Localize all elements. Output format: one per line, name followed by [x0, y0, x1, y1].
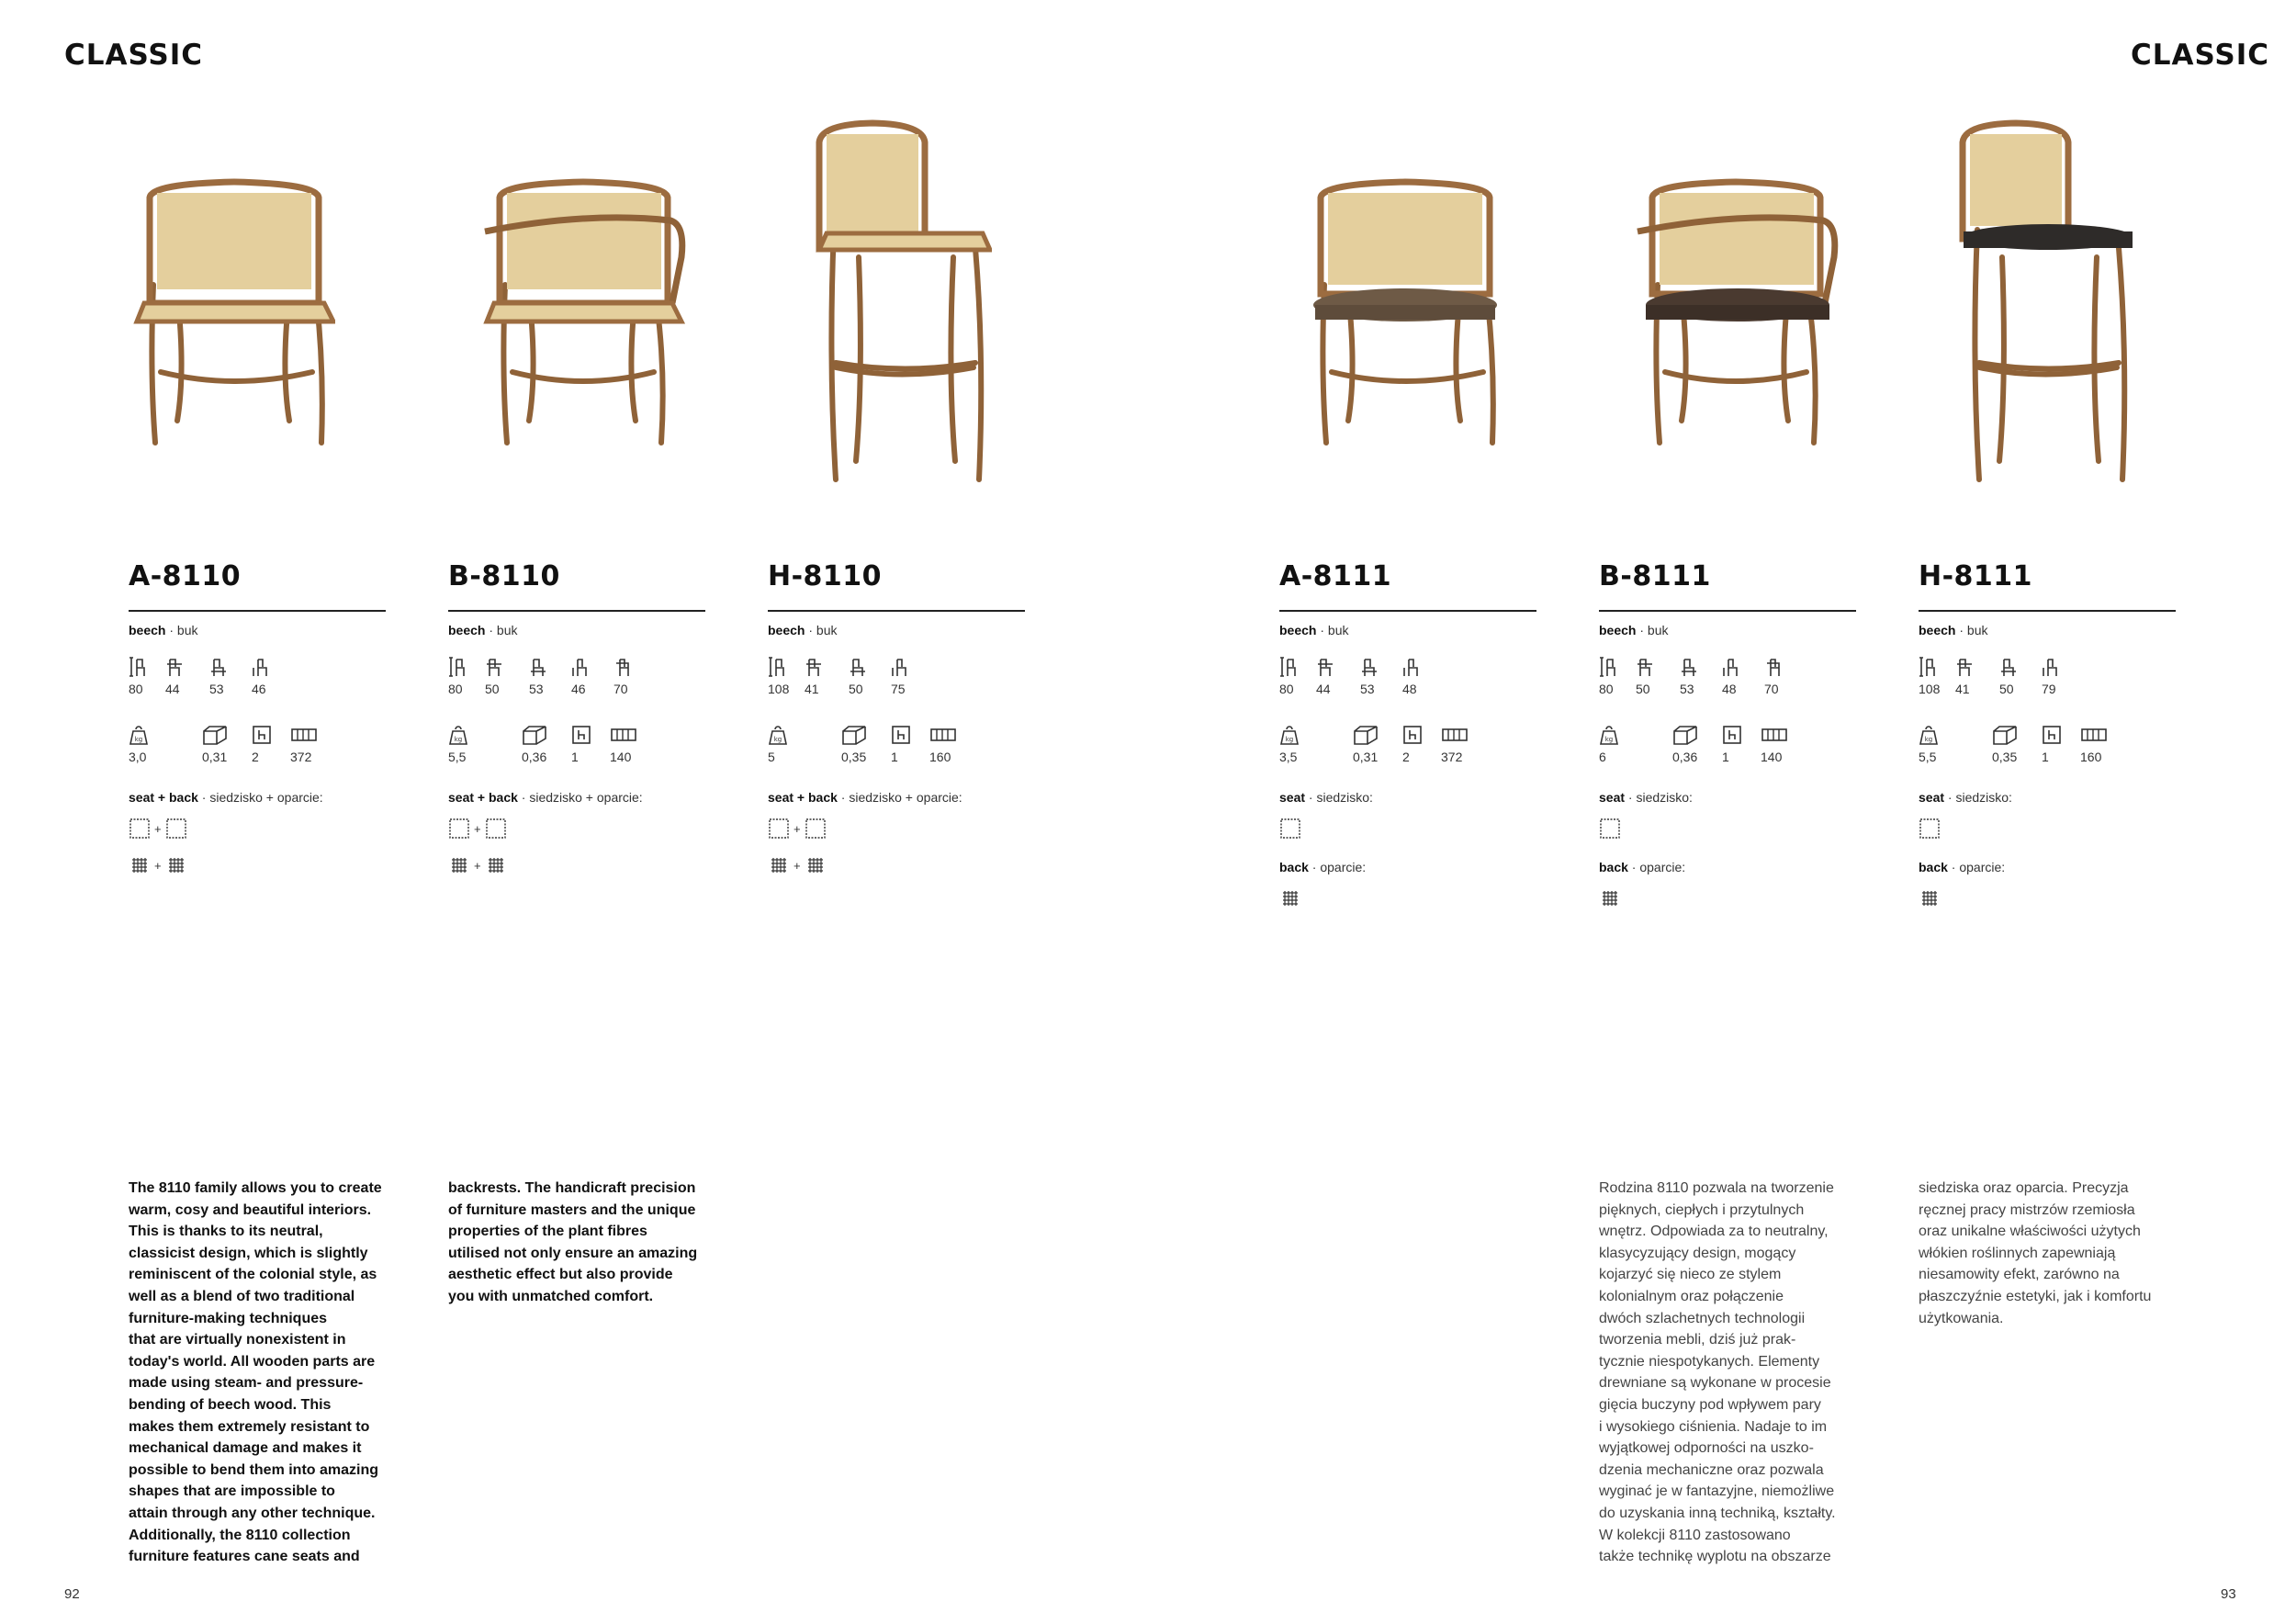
cane-swatch-icon: [165, 854, 187, 876]
product-name: B-8111: [1599, 560, 1711, 592]
depth-icon: [849, 656, 867, 678]
container-capacity-icon: [2080, 724, 2108, 746]
volume-box-icon: [1992, 724, 2020, 746]
product-name: A-8111: [1279, 560, 1392, 592]
dim-value: 108: [1919, 682, 1941, 696]
dim-value: 50: [849, 682, 863, 696]
spec-values: [1599, 750, 1856, 768]
product-a8110: [129, 558, 386, 878]
upholstery-label-rest: · siedzisko:: [1625, 790, 1693, 805]
material-name: beech: [1279, 623, 1317, 637]
dim-value: 80: [448, 682, 463, 696]
container-capacity-icon: [610, 724, 637, 746]
cane-swatch-icon: [129, 854, 151, 876]
spec-values: [1919, 750, 2176, 768]
dim-value: 53: [529, 682, 544, 696]
seat-height-icon: [1722, 656, 1740, 678]
dim-value: 70: [613, 682, 628, 696]
material-line: [768, 623, 1025, 637]
spec-values: [1279, 750, 1536, 768]
dimension-icons: [1599, 656, 1856, 682]
product-name: H-8110: [768, 560, 883, 592]
armrest-height-icon: [1764, 656, 1783, 678]
cane-swatch-icon: [768, 854, 790, 876]
material-line: [1279, 623, 1536, 637]
dim-value: 53: [1360, 682, 1375, 696]
depth-icon: [209, 656, 228, 678]
swatch-row-cane: [448, 852, 705, 878]
upholstery-label-seat: [1279, 790, 1536, 805]
container-value: 160: [929, 750, 951, 764]
dim-value: 108: [768, 682, 790, 696]
material-name: beech: [1919, 623, 1956, 637]
container-capacity-icon: [1761, 724, 1788, 746]
material-line: [1599, 623, 1856, 637]
upholstery-label-bold: seat: [1279, 790, 1306, 805]
divider: [129, 610, 386, 612]
material-translation: · buk: [165, 623, 198, 637]
width-icon: [1955, 656, 1974, 678]
volume-box-icon: [1672, 724, 1700, 746]
dim-value: 53: [1680, 682, 1694, 696]
dimension-values: [768, 682, 1025, 700]
weight-kg-icon: [129, 724, 149, 746]
dim-value: 53: [209, 682, 224, 696]
package-value: 1: [2042, 750, 2049, 764]
cane-swatch-icon: [805, 854, 827, 876]
package-count-icon: [1402, 724, 1423, 746]
dim-value: 44: [1316, 682, 1331, 696]
page-number-right: 93: [2221, 1586, 2236, 1602]
material-name: beech: [448, 623, 486, 637]
dim-value: 80: [129, 682, 143, 696]
height-icon: [768, 656, 786, 678]
spec-icons: [1599, 724, 1856, 750]
seat-height-icon: [891, 656, 909, 678]
upholstery-label-seat: [1919, 790, 2176, 805]
material-translation: · buk: [1955, 623, 1988, 637]
plus-sign: +: [154, 858, 162, 873]
seat-height-icon: [2042, 656, 2060, 678]
width-icon: [1316, 656, 1334, 678]
fabric-swatch-icon: [485, 818, 507, 840]
product-h8110: [768, 558, 1025, 878]
plus-sign: +: [793, 821, 801, 836]
weight-kg-icon: [1599, 724, 1619, 746]
upholstery-label-rest: · siedzisko + oparcie:: [837, 790, 962, 805]
upholstery-label-bold: seat + back: [448, 790, 518, 805]
height-icon: [1919, 656, 1937, 678]
svg-text:kg: kg: [1285, 736, 1294, 743]
height-icon: [129, 656, 147, 678]
container-value: 372: [1441, 750, 1463, 764]
upholstery-label-rest: · oparcie:: [1627, 860, 1686, 874]
cane-swatch-icon: [1919, 887, 1941, 909]
weight-value: 3,0: [129, 750, 147, 764]
fabric-swatch-icon: [448, 818, 470, 840]
dimension-icons: [768, 656, 1025, 682]
product-name: A-8110: [129, 560, 242, 592]
page-number-left: 92: [64, 1586, 80, 1602]
svg-text:kg: kg: [1604, 736, 1614, 743]
spec-values: [129, 750, 386, 768]
dimension-values: [1279, 682, 1536, 700]
material-translation: · buk: [805, 623, 838, 637]
material-translation: · buk: [1316, 623, 1349, 637]
package-value: 1: [1722, 750, 1729, 764]
container-capacity-icon: [929, 724, 957, 746]
upholstery-label-rest: · siedzisko:: [1944, 790, 2012, 805]
swatch-row-fabric: [1279, 816, 1536, 841]
upholstery-label-back: [1599, 860, 1856, 874]
upholstery-label-bold: back: [1919, 860, 1948, 874]
plus-sign: +: [474, 858, 481, 873]
fabric-swatch-icon: [165, 818, 187, 840]
divider: [448, 610, 705, 612]
dim-value: 80: [1279, 682, 1294, 696]
seat-height-icon: [252, 656, 270, 678]
dim-value: 48: [1722, 682, 1737, 696]
upholstery-label-seat: [1599, 790, 1856, 805]
upholstery-label-rest: · siedzisko:: [1305, 790, 1373, 805]
fabric-swatch-icon: [805, 818, 827, 840]
height-icon: [1279, 656, 1298, 678]
dim-value: 46: [571, 682, 586, 696]
divider: [1599, 610, 1856, 612]
svg-text:kg: kg: [1924, 736, 1933, 743]
dimension-icons: [1919, 656, 2176, 682]
dim-value: 80: [1599, 682, 1614, 696]
spec-icons: [129, 724, 386, 750]
volume-value: 0,35: [841, 750, 867, 764]
package-count-icon: [891, 724, 911, 746]
width-icon: [165, 656, 184, 678]
material-name: beech: [768, 623, 805, 637]
swatch-row-cane: [1919, 885, 2176, 911]
svg-text:kg: kg: [773, 736, 782, 743]
material-line: [448, 623, 705, 637]
volume-value: 0,31: [202, 750, 228, 764]
package-value: 2: [252, 750, 259, 764]
upholstery-label-rest: · oparcie:: [1947, 860, 2006, 874]
plus-sign: +: [154, 821, 162, 836]
weight-kg-icon: [1279, 724, 1300, 746]
height-icon: [448, 656, 467, 678]
upholstery-label: [768, 790, 1025, 805]
upholstery-label-bold: seat: [1599, 790, 1626, 805]
package-count-icon: [2042, 724, 2062, 746]
container-value: 140: [1761, 750, 1783, 764]
volume-box-icon: [1353, 724, 1380, 746]
product-a8111: [1279, 558, 1536, 911]
cane-swatch-icon: [1599, 887, 1621, 909]
container-value: 140: [610, 750, 632, 764]
product-h8111: [1919, 558, 2176, 911]
swatch-row-cane: [129, 852, 386, 878]
dim-value: 50: [485, 682, 500, 696]
dim-value: 44: [165, 682, 180, 696]
chair-image-b8110: [478, 175, 689, 455]
upholstery-label-rest: · siedzisko + oparcie:: [197, 790, 323, 805]
package-value: 1: [571, 750, 579, 764]
swatch-row-fabric: [448, 816, 705, 841]
section-title-right: CLASSIC: [2131, 39, 2270, 72]
dim-value: 50: [1636, 682, 1650, 696]
spec-values: [768, 750, 1025, 768]
weight-value: 6: [1599, 750, 1606, 764]
dimension-values: [129, 682, 386, 700]
depth-icon: [1680, 656, 1698, 678]
spec-icons: [1279, 724, 1536, 750]
dim-value: 50: [1999, 682, 2014, 696]
weight-value: 5,5: [1919, 750, 1937, 764]
weight-kg-icon: [1919, 724, 1939, 746]
upholstery-label-back: [1279, 860, 1536, 874]
description-en-col1: The 8110 family allows you to create warm, cosy and beautiful interiors. This is thanks to its neutral, classicist design, which is slightly reminiscent of the colonial style, as well as a blend of two traditional furniture-making techniques that are virtually nonexistent in today's world. All wooden parts are made using steam- and pressure- bending of beech wood. This makes them extremely resistant to mechanical damage and makes it possible to bend them into amazing shapes that are impossible to attain through any other technique. Additionally, the 8110 collection furniture features cane seats and: [129, 1180, 382, 1565]
material-line: [129, 623, 386, 637]
volume-box-icon: [841, 724, 869, 746]
swatch-row-fabric: [1599, 816, 1856, 841]
chair-image-h8110: [808, 119, 992, 487]
container-capacity-icon: [1441, 724, 1469, 746]
package-value: 2: [1402, 750, 1410, 764]
chair-image-a8110: [133, 175, 335, 455]
width-icon: [485, 656, 503, 678]
dim-value: 48: [1402, 682, 1417, 696]
svg-text:kg: kg: [134, 736, 143, 743]
upholstery-label-bold: back: [1279, 860, 1309, 874]
volume-value: 0,35: [1992, 750, 2018, 764]
volume-box-icon: [522, 724, 549, 746]
section-title-left: CLASSIC: [64, 39, 204, 72]
dim-value: 75: [891, 682, 906, 696]
spec-icons: [448, 724, 705, 750]
chair-image-h8111: [1952, 119, 2135, 487]
svg-text:kg: kg: [454, 736, 463, 743]
upholstery-label-rest: · siedzisko + oparcie:: [517, 790, 643, 805]
swatch-row-fabric: [1919, 816, 2176, 841]
armrest-height-icon: [613, 656, 632, 678]
package-count-icon: [1722, 724, 1742, 746]
container-value: 160: [2080, 750, 2102, 764]
volume-box-icon: [202, 724, 230, 746]
spec-icons: [1919, 724, 2176, 750]
plus-sign: +: [474, 821, 481, 836]
dimension-values: [448, 682, 705, 700]
swatch-row-cane: [768, 852, 1025, 878]
volume-value: 0,36: [522, 750, 547, 764]
dimension-icons: [448, 656, 705, 682]
description-pl-col1: Rodzina 8110 pozwala na tworzenie pięknych, ciepłych i przytulnych wnętrz. Odpowiada za to neutralny, klasycyzujący design, mogący kojarzyć się nieco ze stylem kolonialnym oraz połączenie dwóch szlachetnych technologii tworzenia mebli, dziś już prak- tycznie niespotykanych. Elementy drewniane są wykonane w procesie gięcia buczyny pod wpływem pary i wysokiego ciśnienia. Nadaje to im wyjątkowej odporności na uszko- dzenia mechaniczne oraz pozwala wyginać je w fantazyjne, niemożliwe do uzyskania inną techniką, kształty. W kolekcji 8110 zastosowano także technikę wyplotu na obszarze: [1599, 1180, 1836, 1565]
dimension-values: [1919, 682, 2176, 700]
dimension-values: [1599, 682, 1856, 700]
cane-swatch-icon: [485, 854, 507, 876]
swatch-row-cane: [1279, 885, 1536, 911]
material-name: beech: [1599, 623, 1637, 637]
volume-value: 0,31: [1353, 750, 1379, 764]
dimension-icons: [1279, 656, 1536, 682]
dimension-icons: [129, 656, 386, 682]
package-count-icon: [252, 724, 272, 746]
depth-icon: [1999, 656, 2018, 678]
upholstery-label: [448, 790, 705, 805]
seat-height-icon: [1402, 656, 1421, 678]
description-pl-col2: siedziska oraz oparcia. Precyzja ręcznej pracy mistrzów rzemiosła oraz unikalne właściwości użytych włókien roślinnych zapewniają niesamowity efekt, zarówno na płaszczyźnie estetyki, jak i komfortu użytkowania.: [1919, 1180, 2152, 1326]
swatch-row-cane: [1599, 885, 1856, 911]
fabric-swatch-icon: [1919, 818, 1941, 840]
divider: [1279, 610, 1536, 612]
depth-icon: [1360, 656, 1379, 678]
upholstery-label: [129, 790, 386, 805]
dim-value: 41: [1955, 682, 1970, 696]
fabric-swatch-icon: [129, 818, 151, 840]
height-icon: [1599, 656, 1617, 678]
width-icon: [805, 656, 823, 678]
divider: [1919, 610, 2176, 612]
description-en-col2: backrests. The handicraft precision of furniture masters and the unique properties of the plant fibres utilised not only ensure an amazing aesthetic effect but also provide you with unmatched comfort.: [448, 1180, 698, 1304]
swatch-row-fabric: [768, 816, 1025, 841]
cane-swatch-icon: [1279, 887, 1301, 909]
upholstery-label-bold: seat + back: [768, 790, 838, 805]
weight-value: 5,5: [448, 750, 467, 764]
product-name: B-8110: [448, 560, 560, 592]
fabric-swatch-icon: [1279, 818, 1301, 840]
dim-value: 70: [1764, 682, 1779, 696]
material-translation: · buk: [1636, 623, 1669, 637]
container-value: 372: [290, 750, 312, 764]
upholstery-label-bold: seat: [1919, 790, 1945, 805]
swatch-row-fabric: [129, 816, 386, 841]
cane-swatch-icon: [448, 854, 470, 876]
upholstery-label-rest: · oparcie:: [1308, 860, 1367, 874]
product-name: H-8111: [1919, 560, 2033, 592]
weight-value: 5: [768, 750, 775, 764]
package-value: 1: [891, 750, 898, 764]
package-count-icon: [571, 724, 591, 746]
material-name: beech: [129, 623, 166, 637]
dim-value: 79: [2042, 682, 2056, 696]
divider: [768, 610, 1025, 612]
volume-value: 0,36: [1672, 750, 1698, 764]
dim-value: 41: [805, 682, 819, 696]
depth-icon: [529, 656, 547, 678]
weight-kg-icon: [448, 724, 468, 746]
fabric-swatch-icon: [1599, 818, 1621, 840]
product-b8110: [448, 558, 705, 878]
spec-icons: [768, 724, 1025, 750]
chair-image-a8111: [1304, 175, 1506, 455]
product-b8111: [1599, 558, 1856, 911]
upholstery-label-back: [1919, 860, 2176, 874]
dim-value: 46: [252, 682, 266, 696]
upholstery-label-bold: back: [1599, 860, 1628, 874]
upholstery-label-bold: seat + back: [129, 790, 198, 805]
plus-sign: +: [793, 858, 801, 873]
chair-image-b8111: [1630, 175, 1841, 455]
material-translation: · buk: [485, 623, 518, 637]
fabric-swatch-icon: [768, 818, 790, 840]
weight-kg-icon: [768, 724, 788, 746]
spec-values: [448, 750, 705, 768]
seat-height-icon: [571, 656, 590, 678]
container-capacity-icon: [290, 724, 318, 746]
width-icon: [1636, 656, 1654, 678]
weight-value: 3,5: [1279, 750, 1298, 764]
material-line: [1919, 623, 2176, 637]
